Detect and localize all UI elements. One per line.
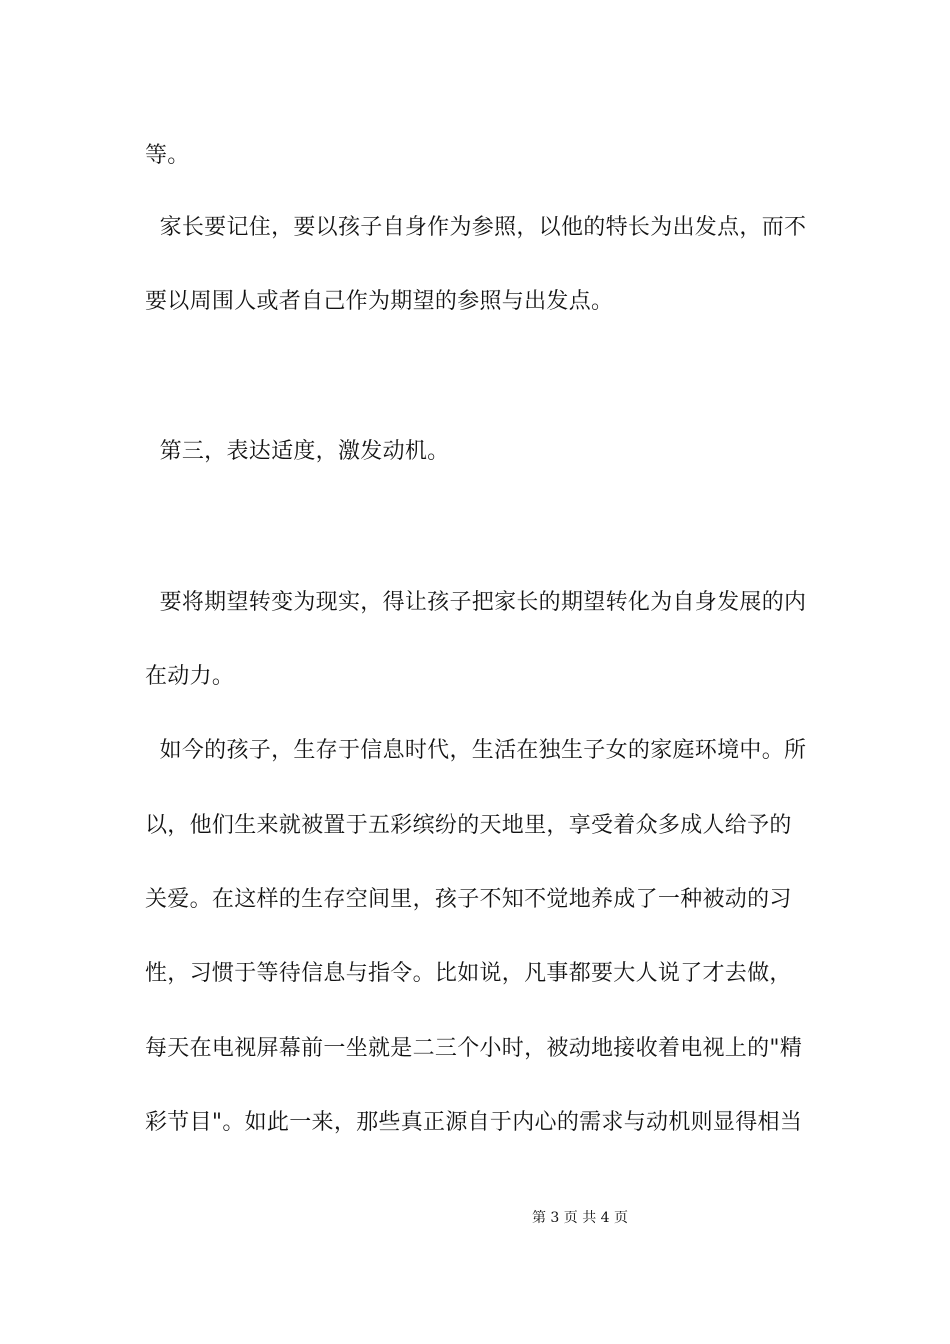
text-line: 要以周围人或者自己作为期望的参照与出发点。 — [145, 289, 614, 314]
text-line: 彩节目"。如此一来，那些真正源自于内心的需求与动机则显得相当 — [145, 1110, 803, 1135]
text-line: 关爱。在这样的生存空间里，孩子不知不觉地养成了一种被动的习 — [145, 887, 792, 912]
text-line: 如今的孩子，生存于信息时代，生活在独生子女的家庭环境中。所 — [145, 738, 807, 763]
text-line: 在动力。 — [145, 664, 235, 689]
text-line: 性，习惯于等待信息与指令。比如说，凡事都要大人说了才去做， — [145, 961, 792, 986]
text-line: 以，他们生来就被置于五彩缤纷的天地里，享受着众多成人给予的 — [145, 813, 792, 838]
text-line: 每天在电视屏幕前一坐就是二三个小时，被动地接收着电视上的"精 — [145, 1036, 803, 1061]
section-heading: 第三，表达适度，激发动机。 — [145, 439, 450, 464]
text-line: 要将期望转变为现实，得让孩子把家长的期望转化为自身发展的内 — [145, 590, 807, 615]
text-line: 等。 — [145, 143, 190, 168]
text-line: 家长要记住，要以孩子自身作为参照，以他的特长为出发点，而不 — [145, 215, 807, 240]
page-number-footer: 第 3 页 共 4 页 — [531, 1210, 629, 1226]
